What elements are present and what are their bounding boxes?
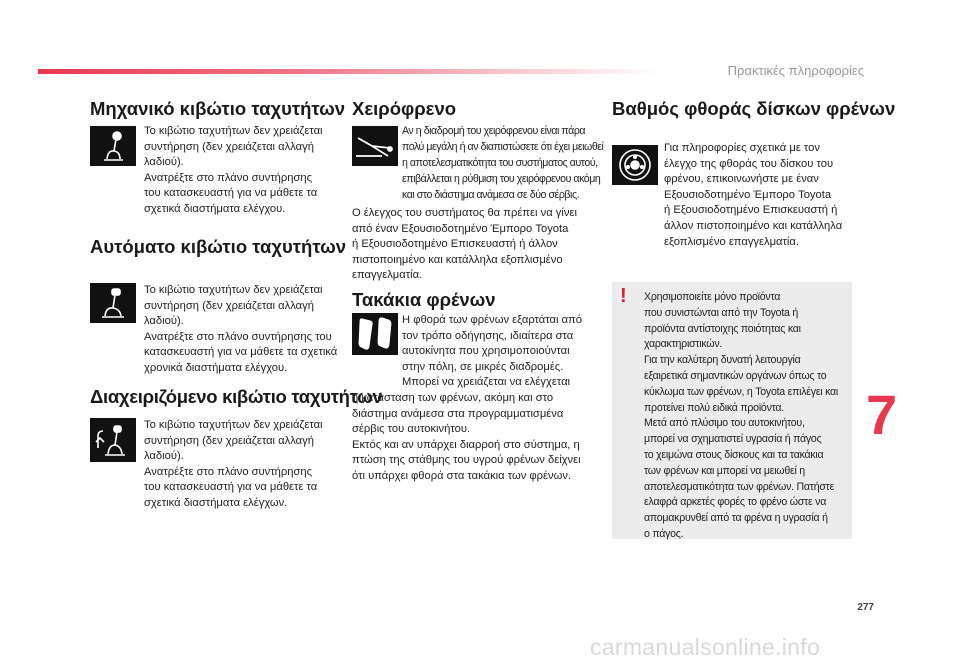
automatic-gearbox-text: Το κιβώτιο ταχυτήτων δεν χρειάζεται συντήρηση (δεν χρειάζεται αλλαγή λαδιού). Ανατρέξτε στο πλάνο συντήρησης του κατασκευαστή για να μάθετε τα σχετικά χρονικά διαστήματα ελέγχου. bbox=[144, 284, 338, 374]
brake-pads-side-text: Η φθορά των φρένων εξαρτάται από τον τρόπο οδήγησης, ιδιαίτερα στα αυτοκίνητα που χρησιμοποιούνται στην πόλη, σε μικρές διαδρομές. Μπορεί να χρειάζεται να ελέγχεται bbox=[402, 314, 582, 389]
piloted-gearbox-text: Το κιβώτιο ταχυτήτων δεν χρειάζεται συντήρηση (δεν χρειάζεται αλλαγή λαδιού). Ανατρέξτε στο πλάνο συντήρησης του κατασκευαστή για να μάθετε τα σχετικά διαστήματα ελέγχων. bbox=[144, 419, 323, 509]
manual-gearbox-title: Μηχανικό κιβώτιο ταχυτήτων bbox=[90, 98, 346, 119]
page-number: 277 bbox=[857, 602, 874, 613]
manual-gearbox-text: Το κιβώτιο ταχυτήτων δεν χρειάζεται συντήρηση (δεν χρειάζεται αλλαγή λαδιού). Ανατρέξτε στο πλάνο συντήρησης του κατασκευαστή για να μάθετε τα σχετικά διαστήματα ελέγχου. bbox=[144, 125, 323, 215]
brake-disc-text: Για πληροφορίες σχετικά με τον έλεγχο της φθοράς του δίσκου του φρένου, επικοινωνήστε με έναν Εξουσιοδοτημένο Έμπορο Toyota ή Εξουσιοδοτημένο Επισκευαστή ή άλλον πιστοποιημένο και κατάλληλα εξοπλισμένο επαγγελματία. bbox=[664, 142, 843, 248]
brake-pads-text: η κατάσταση των φρένων, ακόμη και στο διάστημα ανάμεσα στα προγραμματισμένα σέρβις του αυτοκινήτου. Εκτός και αν υπάρχει διαρροή στο σύστημα, η πτώση της στάθμης του υγρού φρένων δείχνει ότι υπάρχει φθορά στα τακάκια των φρένων. bbox=[352, 392, 581, 482]
handbrake-text: Ο έλεγχος του συστήματος θα πρέπει να γίνει από έναν Εξουσιοδοτημένο Έμπορο Toyota ή Εξουσιοδοτημένο Επισκευαστή ή άλλον πιστοποιημένο και κατάλληλα εξοπλισμένο επαγγελματία. bbox=[352, 207, 577, 282]
watermark: carmanualsonline.info bbox=[590, 634, 821, 660]
header-accent-bar bbox=[38, 69, 658, 74]
section-title: Πρακτικές πληροφορίες bbox=[727, 63, 864, 78]
piloted-gearbox-title: Διαχειριζόμενο κιβώτιο ταχυτήτων bbox=[90, 386, 383, 407]
piloted-gearbox-icon bbox=[90, 418, 136, 462]
handbrake-title: Χειρόφρενο bbox=[352, 98, 457, 119]
warning-mark-icon: ! bbox=[620, 285, 627, 307]
brake-disc-icon bbox=[612, 145, 658, 185]
automatic-gearbox-icon bbox=[90, 283, 136, 323]
brake-disc-title: Βαθμός φθοράς δίσκων φρένων bbox=[612, 98, 896, 119]
chapter-number: 7 bbox=[866, 383, 898, 446]
handbrake-icon bbox=[352, 126, 398, 166]
warning-note-box bbox=[612, 282, 852, 539]
brake-pads-icon bbox=[352, 313, 398, 355]
brake-pads-title: Τακάκια φρένων bbox=[352, 289, 496, 310]
handbrake-side-text: Αν η διαδρομή του χειρόφρενου είναι πάρα πολύ μεγάλη ή αν διαπιστώσετε ότι έχει μειωθεί η αποτελεσματικότητα του συστήματος αυτού, επιβάλλεται η ρύθμιση του χειρόφρενου ακόμη και στο διάστημα ανάμεσα σε δύο σέρβις. bbox=[402, 125, 604, 201]
automatic-gearbox-title: Αυτόματο κιβώτιο ταχυτήτων bbox=[90, 236, 347, 257]
manual-gearbox-icon bbox=[90, 126, 136, 166]
warning-note-text: Χρησιμοποιείτε μόνο προϊόντα που συνιστώνται από την Toyota ή προϊόντα αντίστοιχης ποιότητας και χαρακτηριστικών. Για την καλύτερη δυνατή λειτουργία εξαιρετικά σημαντικών οργάνων όπως το κύκλωμα των φρένων, η Toyota επιλέγει και προτείνει πολύ ειδικά προϊόντα. Μετά από πλύσιμο του αυτοκινήτου, μπορεί να σχηματιστεί υγρασία ή πάγος το χειμώνα στους δίσκους και τα τακάκια των φρένων και μπορεί να μειωθεί η αποτελεσματικότητα των φρένων. Πατήστε ελαφρά αρκετές φορές το φρένο ώστε να απομακρυνθεί από τα φρένα η υγρασία ή ο πάγος. bbox=[644, 291, 838, 540]
